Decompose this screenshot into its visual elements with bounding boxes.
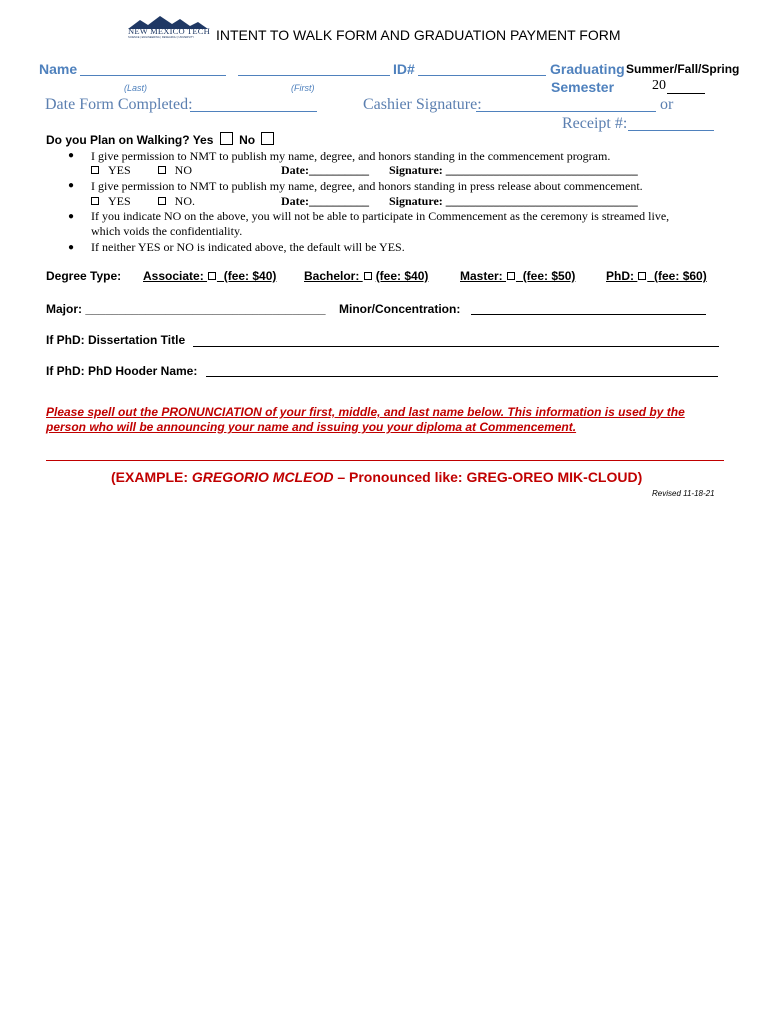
bullet-no-warning-cont: which voids the confidentiality.: [91, 224, 243, 238]
name-label: Name: [39, 61, 78, 77]
dissertation-label: If PhD: Dissertation Title: [46, 333, 186, 347]
date-completed-field[interactable]: [190, 99, 317, 112]
receipt-label: Receipt #:: [562, 115, 628, 132]
bullet-icon: ●: [68, 180, 75, 191]
pronunciation-note-2: person who will be announcing your name and issuing you your diploma at Commencement.: [46, 420, 577, 434]
nmt-logo: [126, 14, 210, 40]
consent2-no: NO.: [174, 194, 196, 208]
example-name: GREGORIO MCLEOD: [191, 469, 334, 485]
bullet-icon: ●: [68, 211, 75, 222]
date-completed-label: Date Form Completed:: [45, 96, 193, 113]
consent1-yes-checkbox[interactable]: [91, 166, 99, 174]
hooder-field[interactable]: [206, 365, 718, 377]
bullet-no-warning: If you indicate NO on the above, you will not be able to participate in Commencement as the ceremony is streamed live,: [91, 209, 670, 223]
logo-name: NEW MEXICO TECH: [128, 26, 211, 36]
degree-phd: [606, 269, 707, 283]
walking-yes-checkbox[interactable]: [220, 132, 233, 145]
associate-fee: _(fee: $40): [217, 269, 277, 283]
major-label[interactable]: Major: ____________________________________: [46, 302, 326, 316]
example-line: [111, 469, 642, 485]
year-field[interactable]: [667, 81, 705, 94]
logo-tagline: SCIENCE | ENGINEERING | RESEARCH | UNIVERSITY: [128, 36, 195, 39]
form-title: INTENT TO WALK FORM AND GRADUATION PAYMENT FORM: [216, 27, 621, 43]
phd-fee: _(fee: $60): [647, 269, 707, 283]
degree-associate: [143, 269, 276, 283]
minor-label: Minor/Concentration:: [339, 302, 461, 316]
master-label: Master:: [460, 269, 507, 283]
consent-row-2: [91, 194, 195, 209]
year-prefix: 20: [652, 78, 666, 93]
master-fee: _(fee: $50): [516, 269, 576, 283]
hooder-label: If PhD: PhD Hooder Name:: [46, 364, 198, 378]
bachelor-checkbox[interactable]: [364, 272, 372, 280]
cashier-label: Cashier Signature:: [363, 96, 482, 113]
bullet-default: If neither YES or NO is indicated above, the default will be YES.: [91, 240, 405, 254]
dissertation-field[interactable]: [193, 335, 719, 347]
consent1-date[interactable]: Date:__________: [281, 163, 369, 177]
or-label: or: [660, 96, 674, 113]
associate-label: Associate:: [143, 269, 208, 283]
minor-field[interactable]: [471, 303, 706, 315]
last-caption: (Last): [124, 83, 148, 93]
first-name-field[interactable]: [238, 63, 390, 76]
degree-type-label: Degree Type:: [46, 269, 122, 283]
bachelor-label: Bachelor:: [304, 269, 363, 283]
bullet-icon: ●: [68, 242, 75, 253]
consent2-yes: YES: [108, 194, 131, 208]
pronunciation-note-1: Please spell out the PRONUNCIATION of your first, middle, and last name below. This information is used by the: [46, 405, 685, 419]
graduating-label: Graduating: [550, 61, 625, 77]
terms-label: Summer/Fall/Spring: [626, 62, 740, 76]
id-label: ID#: [393, 61, 415, 77]
consent-row-1: [91, 163, 192, 178]
consent2-yes-checkbox[interactable]: [91, 197, 99, 205]
semester-label: Semester: [551, 79, 615, 95]
walking-question-text: Do you Plan on Walking?: [46, 133, 190, 147]
consent1-yes: YES: [108, 163, 131, 177]
walking-question: [46, 132, 274, 147]
bullet-icon: ●: [68, 150, 75, 161]
receipt-field[interactable]: [628, 118, 714, 131]
example-pronounced: GREG-OREO MIK-CLOUD): [466, 469, 643, 485]
bullet-program: I give permission to NMT to publish my name, degree, and honors standing in the commencement program.: [91, 149, 611, 163]
pronunciation-field[interactable]: [46, 460, 724, 461]
degree-bachelor: [304, 269, 428, 283]
phd-checkbox[interactable]: [638, 272, 646, 280]
example-middle: – Pronounced like:: [333, 469, 467, 485]
consent1-no-checkbox[interactable]: [158, 166, 166, 174]
example-prefix: (EXAMPLE:: [111, 469, 192, 485]
id-field[interactable]: [418, 63, 546, 76]
first-caption: (First): [291, 83, 315, 93]
consent2-signature[interactable]: Signature: ________________________________: [389, 194, 638, 208]
consent2-no-checkbox[interactable]: [158, 197, 166, 205]
consent2-date[interactable]: Date:__________: [281, 194, 369, 208]
walking-yes-label: Yes: [192, 133, 214, 147]
bachelor-fee: (fee: $40): [375, 269, 429, 283]
associate-checkbox[interactable]: [208, 272, 216, 280]
consent1-no: NO: [174, 163, 193, 177]
consent1-signature[interactable]: Signature: ________________________________: [389, 163, 638, 177]
revised-date: Revised 11-18-21: [652, 489, 715, 498]
bullet-press: I give permission to NMT to publish my name, degree, and honors standing in press release about commencement.: [91, 179, 643, 193]
master-checkbox[interactable]: [507, 272, 515, 280]
walking-no-label: No: [239, 133, 256, 147]
degree-master: [460, 269, 575, 283]
phd-label: PhD:: [606, 269, 638, 283]
cashier-signature-field[interactable]: [476, 99, 656, 112]
walking-no-checkbox[interactable]: [261, 132, 274, 145]
last-name-field[interactable]: [80, 63, 226, 76]
